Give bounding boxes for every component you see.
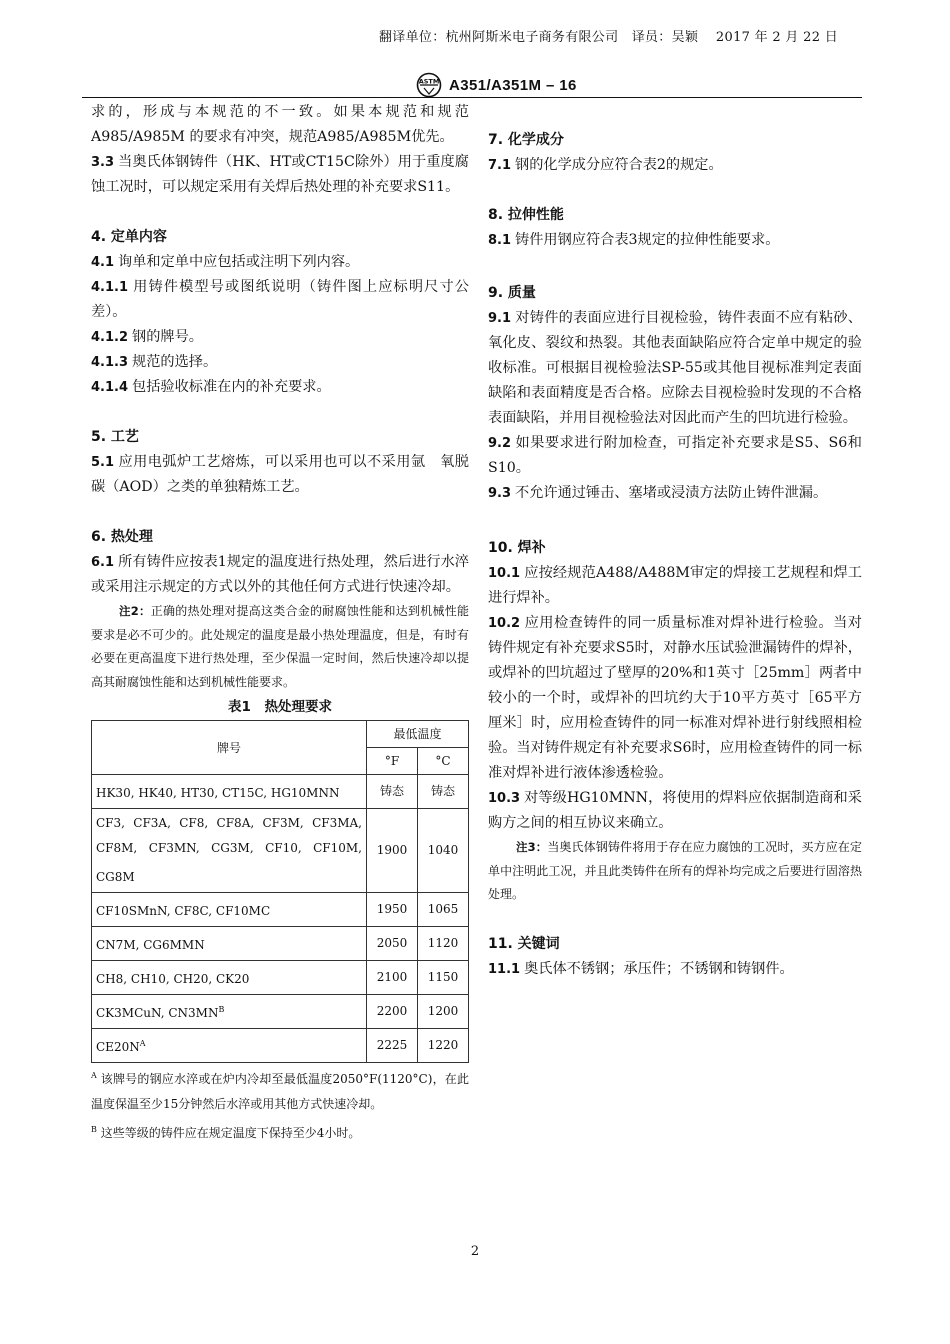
table-row bbox=[92, 809, 469, 893]
section-4-title: 4. 定单内容 bbox=[91, 229, 167, 245]
cell-c: 1200 bbox=[418, 995, 469, 1029]
paragraph: 9.1 对铸件的表面应进行目视检验，铸件表面不应有粘砂、氧化皮、裂纹和热裂。其他表面缺陷应符合定单中规定的验收标准。可根据目视检验法SP-55或其他目视标准判定表面缺陷和表面精度是否合格。应除去目视检验时发现的不合格表面缺陷，并用目视检验法对因此而产生的凹坑进行检验。 bbox=[488, 310, 862, 426]
table-row bbox=[92, 775, 469, 809]
cell-f: 2100 bbox=[367, 961, 418, 995]
heat-treatment-table bbox=[91, 720, 469, 1063]
cell-f: 2225 bbox=[367, 1029, 418, 1063]
cell-f: 1900 bbox=[367, 809, 418, 893]
cell-f: 铸态 bbox=[367, 775, 418, 809]
cell-grade: CK3MCuN, $CN3MN^B$ bbox=[92, 995, 367, 1029]
document-header bbox=[415, 72, 577, 98]
svg-text:ASTM: ASTM bbox=[418, 77, 440, 86]
paragraph: 求的，形成与本规范的不一致。如果本规范和规范A985/A985M 的要求有冲突，规范A985/A985M优先。 bbox=[91, 104, 469, 145]
cell-c: 1150 bbox=[418, 961, 469, 995]
column-header-grade: 牌号 bbox=[92, 721, 367, 775]
paragraph: 7.1 钢的化学成分应符合表2的规定。 bbox=[488, 157, 723, 173]
section-7-title: 7. 化学成分 bbox=[488, 132, 564, 148]
note-3: 注3：当奥氏体钢铸件将用于存在应力腐蚀的工况时，买方应在定单中注明此工况，并且此类铸件在所有的焊补均完成之后要进行固溶热处理。 bbox=[488, 840, 862, 901]
cell-c: 1220 bbox=[418, 1029, 469, 1063]
column-header-min-temp: 最低温度 bbox=[367, 721, 469, 748]
cell-grade: CH8, CH10, CH20, CK20 bbox=[92, 961, 367, 995]
cell-grade: CF10SMnN, CF8C, CF10MC bbox=[92, 893, 367, 927]
cell-grade: HK30, HK40, HT30, CT15C, HG10MNN bbox=[92, 775, 367, 809]
footnote-b: $^B$ 这些等级的铸件应在规定温度下保持至少4小时。 bbox=[91, 1125, 361, 1140]
page-number: 2 bbox=[470, 1244, 480, 1259]
cell-grade: CN7M, CG6MMN bbox=[92, 927, 367, 961]
cell-c: 铸态 bbox=[418, 775, 469, 809]
paragraph-3-3: 3.3 当奥氏体钢铸件（HK、HT或CT15C除外）用于重度腐蚀工况时，可以规定采用有关焊后热处理的补充要求S11。 bbox=[91, 154, 469, 195]
table-row bbox=[92, 1029, 469, 1063]
paragraph: 4.1.2 钢的牌号。 bbox=[91, 329, 203, 345]
header-rule bbox=[82, 97, 862, 98]
cell-f: 2200 bbox=[367, 995, 418, 1029]
left-column bbox=[91, 100, 469, 1146]
paragraph: 4.1 询单和定单中应包括或注明下列内容。 bbox=[91, 254, 360, 270]
paragraph: 10.1 应按经规范A488/A488M审定的焊接工艺规程和焊工进行焊补。 bbox=[488, 565, 862, 606]
right-column bbox=[488, 128, 862, 982]
astm-logo-icon bbox=[415, 72, 443, 98]
paragraph: 4.1.4 包括验收标准在内的补充要求。 bbox=[91, 379, 331, 395]
section-8-title: 8. 拉伸性能 bbox=[488, 207, 564, 223]
table-header-row bbox=[92, 721, 469, 748]
cell-f: 1950 bbox=[367, 893, 418, 927]
cell-grade: $CE20N^A$ bbox=[92, 1029, 367, 1063]
note-2: 注2：正确的热处理对提高这类合金的耐腐蚀性能和达到机械性能要求是必不可少的。此处规定的温度是最小热处理温度，但是，有时有必要在更高温度下进行热处理，至少保温一定时间，然后快速冷却以提高其耐腐蚀性能和达到机械性能要求。 bbox=[91, 604, 469, 689]
table-title: 表1 热处理要求 bbox=[228, 699, 332, 715]
paragraph: 4.1.1 用铸件模型号或图纸说明（铸件图上应标明尺寸公差）。 bbox=[91, 279, 469, 320]
section-9-title: 9. 质量 bbox=[488, 285, 536, 301]
paragraph: 11.1 奥氏体不锈钢；承压件；不锈钢和铸钢件。 bbox=[488, 960, 794, 977]
paragraph: 6.1 所有铸件应按表1规定的温度进行热处理，然后进行水淬或采用注示规定的方式以外的其他任何方式进行快速冷却。 bbox=[91, 554, 469, 595]
section-11-title: 11. 关键词 bbox=[488, 935, 560, 952]
paragraph: 8.1 铸件用钢应符合表3规定的拉伸性能要求。 bbox=[488, 232, 780, 248]
paragraph: 9.2 如果要求进行附加检查，可指定补充要求是S5、S6和S10。 bbox=[488, 435, 862, 476]
table-row bbox=[92, 927, 469, 961]
paragraph: 10.2 应用检查铸件的同一质量标准对焊补进行检验。当对铸件规定有补充要求S5时，对静水压试验泄漏铸件的焊补，或焊补的凹坑超过了壁厚的20%和1英寸［25mm］两者中较小的一个时，或焊补的凹坑约大于10平方英寸［65平方厘米］时，应用检查铸件的同一标准对焊补进行射线照相检验。当对铸件规定有补充要求S6时，应用检查铸件的同一标准对焊补进行液体渗透检验。 bbox=[488, 615, 862, 781]
table-row bbox=[92, 893, 469, 927]
footnote-a: $^A$ 该牌号的钢应水淬或在炉内冷却至最低温度2050°F(1120°C)，在此温度保温至少15分钟然后水淬或用其他方式快速冷却。 bbox=[91, 1071, 469, 1111]
column-header-c: °C bbox=[418, 748, 469, 775]
table-row bbox=[92, 961, 469, 995]
cell-f: 2050 bbox=[367, 927, 418, 961]
paragraph: 9.3 不允许通过锤击、塞堵或浸渍方法防止铸件泄漏。 bbox=[488, 485, 828, 501]
section-10-title: 10. 焊补 bbox=[488, 540, 546, 556]
paragraph: 5.1 应用电弧炉工艺熔炼，可以采用也可以不采用氩 氧脱碳（AOD）之类的单独精炼工艺。 bbox=[91, 454, 469, 495]
cell-c: 1040 bbox=[418, 809, 469, 893]
column-header-f: °F bbox=[367, 748, 418, 775]
doc-id: A351/A351M – 16 bbox=[449, 76, 577, 94]
cell-c: 1065 bbox=[418, 893, 469, 927]
cell-grade: CF3, CF3A, CF8, CF8A, CF3M, CF3MA, CF8M, CF3MN, CG3M, CF10, CF10M, CG8M bbox=[92, 809, 367, 893]
section-6-title: 6. 热处理 bbox=[91, 529, 153, 545]
paragraph: 10.3 对等级HG10MNN，将使用的焊料应依据制造商和采购方之间的相互协议来确立。 bbox=[488, 790, 862, 831]
paragraph: 4.1.3 规范的选择。 bbox=[91, 354, 218, 370]
cell-c: 1120 bbox=[418, 927, 469, 961]
section-5-title: 5. 工艺 bbox=[91, 429, 139, 445]
translation-info: 翻译单位：杭州阿斯米电子商务有限公司 译员：吴颖 2017 年 2 月 22 日 bbox=[379, 30, 838, 45]
table-row bbox=[92, 995, 469, 1029]
